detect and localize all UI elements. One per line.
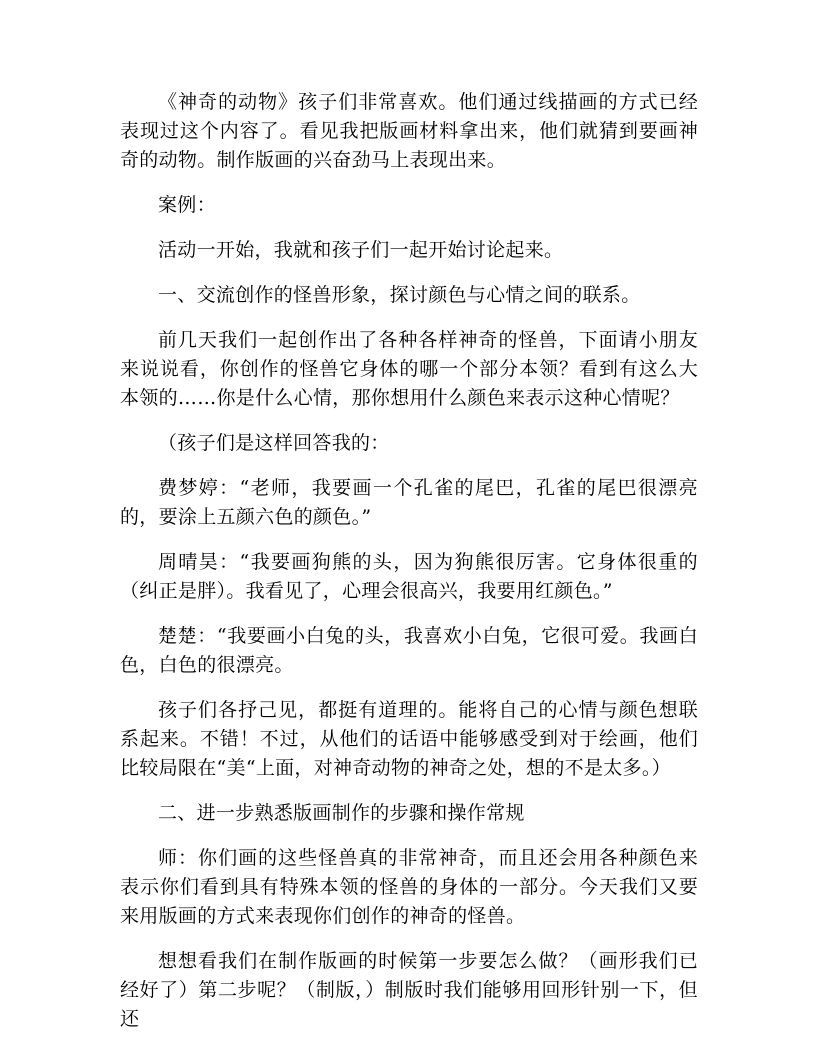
paragraph-intro: 《神奇的动物》孩子们非常喜欢。他们通过线描画的方式已经表现过这个内容了。看见我把版画材料拿出来，他们就猜到要画神奇的动物。制作版画的兴奋劲马上表现出来。 xyxy=(120,91,698,171)
section-heading-2: 二、进一步熟悉版画制作的步骤和操作常规 xyxy=(158,802,525,824)
document-body xyxy=(120,88,698,1050)
section-heading-1: 一、交流创作的怪兽形象，探讨颜色与心情之间的联系。 xyxy=(158,284,641,306)
paragraph-case-label: 案例： xyxy=(158,194,216,216)
paragraph-quote-fei: 费梦婷：“老师，我要画一个孔雀的尾巴，孔雀的尾巴很漂亮的，要涂上五颜六色的颜色。” xyxy=(120,477,698,528)
paragraph-reflection: 孩子们各抒己见，都挺有道理的。能将自己的心情与颜色想联系起来。不错！不过，从他们的话语中能够感受到对于绘画，他们比较局限在“美“上面，对神奇动物的神奇之处，想的不是太多。） xyxy=(120,699,698,779)
paragraph-steps: 想想看我们在制作版画的时候第一步要怎么做？（画形我们已经好了）第二步呢？（制版，）制版时我们能够用回形针别一下，但还 xyxy=(120,950,698,1030)
paragraph-teacher-question: 前几天我们一起创作出了各种各样神奇的怪兽，下面请小朋友来说说看，你创作的怪兽它身体的哪一个部分本领？看到有这么大本领的……你是什么心情，那你想用什么颜色来表示这种心情呢？ xyxy=(120,329,698,409)
paragraph-activity-start: 活动一开始，我就和孩子们一起开始讨论起来。 xyxy=(158,239,564,261)
paragraph-quote-chuchu: 楚楚：“我要画小白兔的头，我喜欢小白兔，它很可爱。我画白色，白色的很漂亮。 xyxy=(120,625,698,676)
paragraph-quote-zhou: 周晴昊：“我要画狗熊的头，因为狗熊很厉害。它身体很重的（纠正是胖）。我看见了，心理会很高兴，我要用红颜色。” xyxy=(120,551,698,602)
paragraph-children-answer-intro: （孩子们是这样回答我的： xyxy=(158,432,390,454)
paragraph-teacher-intro: 师：你们画的这些怪兽真的非常神奇，而且还会用各种颜色来表示你们看到具有特殊本领的怪兽的身体的一部分。今天我们又要来用版画的方式来表现你们创作的神奇的怪兽。 xyxy=(120,847,698,927)
